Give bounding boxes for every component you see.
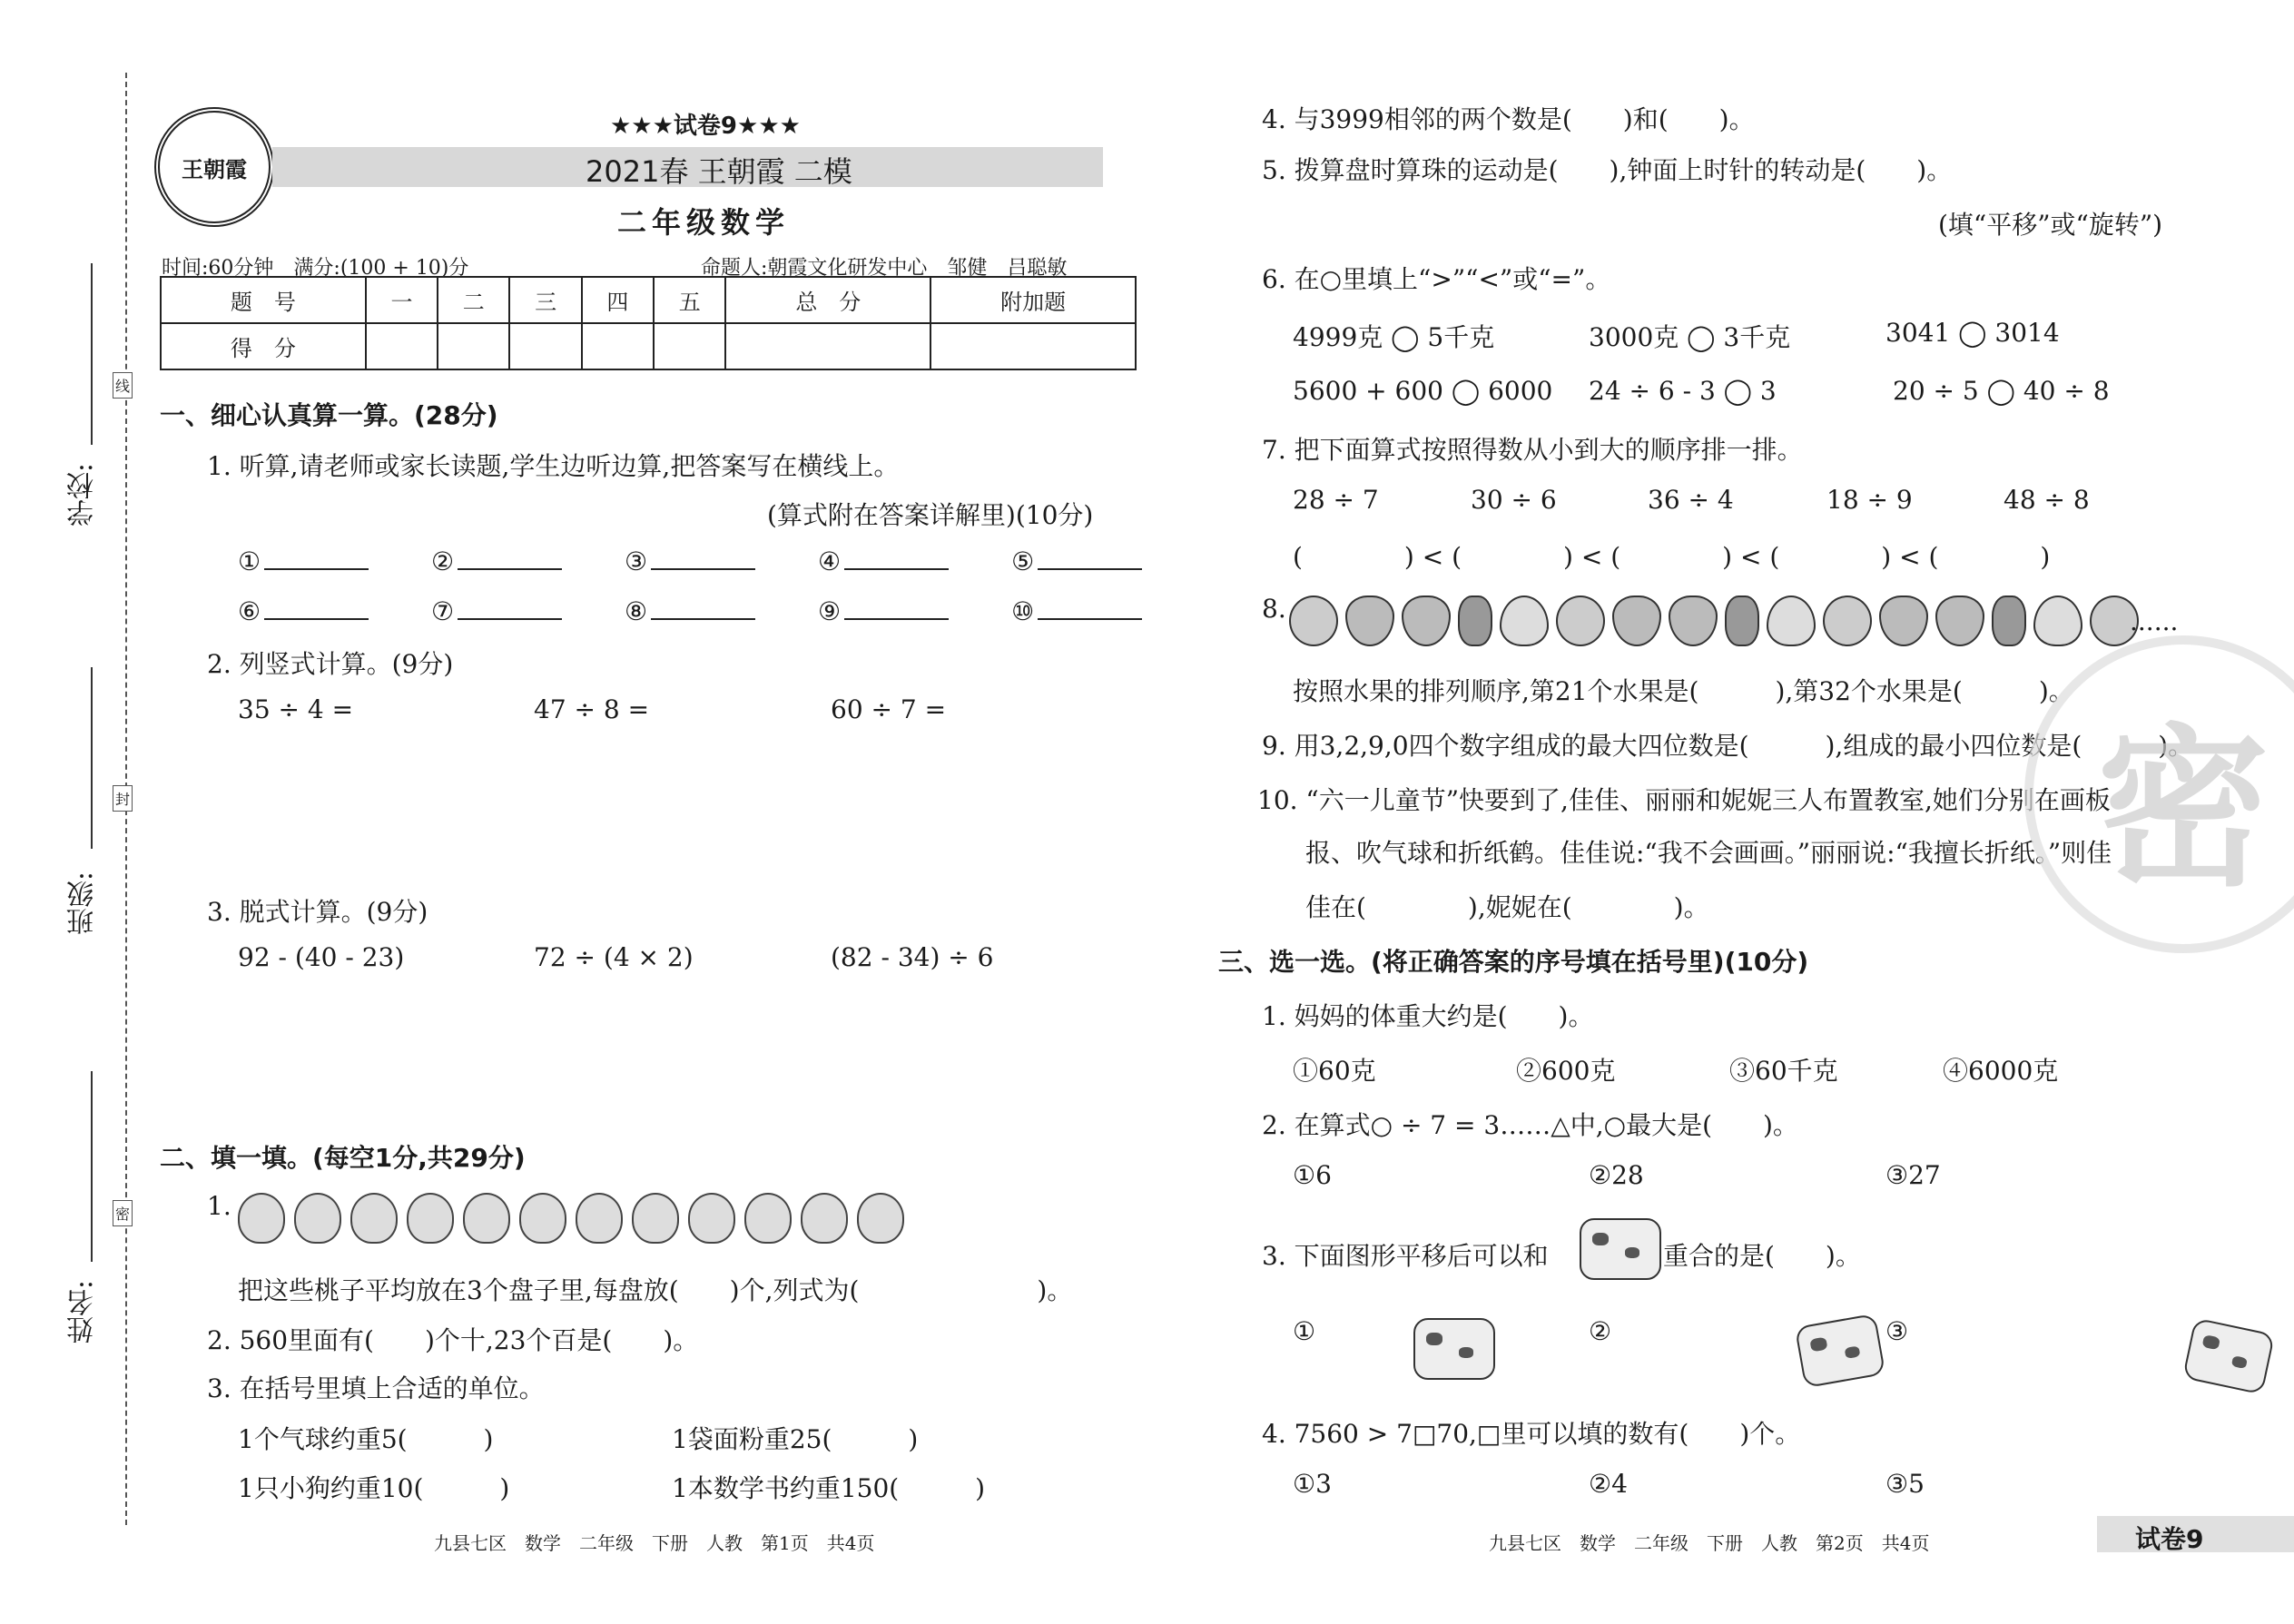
s1-q2-item: 60 ÷ 7 = (831, 694, 947, 724)
s3-q4-opt[interactable]: ①3 (1293, 1469, 1332, 1499)
peach-icon (801, 1193, 848, 1244)
s1-blank-row-1 (238, 545, 1142, 576)
class-line (91, 667, 93, 849)
pear-icon (1500, 595, 1549, 646)
strawberry-icon (1935, 595, 1984, 646)
s3-q2-opt[interactable]: ②28 (1589, 1160, 1644, 1190)
s3-q1-opt[interactable]: ①60克 (1293, 1056, 1376, 1086)
score-cell[interactable] (582, 323, 654, 369)
footer-right: 九县七区 数学 二年级 下册 人教 第2页 共4页 (1489, 1532, 1930, 1554)
section-2-title: 二、填一填。(每空1分,共29分) (160, 1143, 526, 1173)
blank-num: ③ (625, 546, 648, 576)
peach-icon (238, 1193, 285, 1244)
blank-num: ④ (818, 546, 842, 576)
s3-q1-opt[interactable]: ③60千克 (1729, 1056, 1838, 1086)
pineapple-icon (1725, 595, 1759, 646)
score-cell[interactable] (725, 323, 930, 369)
s2-q7: 7. 把下面算式按照得数从小到大的顺序排一排。 (1262, 435, 1803, 465)
s2-q7-order: ( ) < ( ) < ( ) < ( ) < ( ) (1293, 542, 2051, 572)
s2-q2: 2. 560里面有( )个十,23个百是( )。 (207, 1325, 699, 1355)
s2-q7-item: 36 ÷ 4 (1648, 485, 1734, 515)
s2-q9: 9. 用3,2,9,0四个数字组成的最大四位数是( ),组成的最小四位数是( )。 (1262, 731, 2194, 761)
peach-icon (294, 1193, 341, 1244)
s2-q1-number: 1. (207, 1191, 231, 1221)
peach-icon (407, 1193, 454, 1244)
name-line (91, 1071, 93, 1262)
s2-q7-item: 18 ÷ 9 (1826, 485, 1913, 515)
answer-blank[interactable] (458, 545, 562, 570)
cow-icon (1580, 1218, 1661, 1280)
s3-q2: 2. 在算式○ ÷ 7 = 3……△中,○最大是( )。 (1262, 1110, 1798, 1140)
subject-title: 二年级数学 (617, 205, 791, 240)
s1-q3-item: 72 ÷ (4 × 2) (534, 942, 694, 972)
score-cell[interactable] (509, 323, 581, 369)
seal-mark-xian: 线 (113, 372, 133, 399)
s3-q2-opt[interactable]: ③27 (1885, 1160, 1941, 1190)
s2-q3-item: 1只小狗约重10( ) (238, 1473, 510, 1503)
blank-num: ① (238, 546, 261, 576)
s3-q3-opt-label[interactable]: ③ (1885, 1316, 1909, 1346)
s2-q6-item: 5600 + 600 ◯ 6000 (1293, 376, 1553, 406)
answer-blank[interactable] (844, 595, 949, 620)
answer-blank[interactable] (1038, 545, 1142, 570)
s2-q6-item: 4999克 ◯ 5千克 (1293, 322, 1495, 352)
s2-q5: 5. 拨算盘时算珠的运动是( ),钟面上时针的转动是( )。 (1262, 155, 1953, 185)
s2-q3-item: 1本数学书约重150( ) (672, 1473, 986, 1503)
answer-blank[interactable] (651, 595, 755, 620)
blank-num: ⑨ (818, 596, 842, 626)
s1-q1: 1. 听算,请老师或家长读题,学生边听边算,把答案写在横线上。 (207, 451, 900, 481)
score-header: 三 (509, 277, 581, 323)
apple-icon (1823, 595, 1872, 646)
section-1-title: 一、细心认真算一算。(28分) (160, 400, 498, 430)
s1-q2-item: 35 ÷ 4 = (238, 694, 354, 724)
peach-icon (688, 1193, 735, 1244)
peach-icon (463, 1193, 510, 1244)
s1-blank-row-2 (238, 595, 1142, 626)
answer-blank[interactable] (1038, 595, 1142, 620)
s2-q8-number: 8. (1262, 594, 1286, 624)
blank-num: ⑩ (1011, 596, 1035, 626)
time-info: 时间:60分钟 满分:(100 + 10)分 (162, 257, 469, 280)
cow-icon[interactable] (2182, 1317, 2275, 1394)
answer-blank[interactable] (458, 595, 562, 620)
strawberry-icon (1669, 595, 1718, 646)
blank-num: ⑤ (1011, 546, 1035, 576)
section-3-title: 三、选一选。(将正确答案的序号填在括号里)(10分) (1218, 947, 1809, 977)
author-info: 命题人:朝霞文化研发中心 邹健 吕聪敏 (701, 257, 1068, 280)
s3-q4: 4. 7560 > 7□70,□里可以填的数有( )个。 (1262, 1419, 1801, 1449)
answer-blank[interactable] (264, 595, 369, 620)
score-header: 题 号 (161, 277, 366, 323)
s2-q3-item: 1个气球约重5( ) (238, 1424, 494, 1454)
pear-icon (1767, 595, 1816, 646)
score-header: 附加题 (930, 277, 1136, 323)
s3-q1-opt[interactable]: ②600克 (1516, 1056, 1616, 1086)
s3-q3-opt-label[interactable]: ① (1293, 1316, 1316, 1346)
s2-q10-line3: 佳在( ),妮妮在( )。 (1305, 892, 1709, 922)
peach-icon (857, 1193, 904, 1244)
logo (154, 107, 274, 227)
s1-q3-item: 92 - (40 - 23) (238, 942, 405, 972)
score-cell[interactable] (366, 323, 438, 369)
s1-q2-item: 47 ÷ 8 = (534, 694, 650, 724)
paper-number: ★★★试卷9★★★ (610, 113, 801, 140)
strawberry-icon (1879, 595, 1928, 646)
s3-q1: 1. 妈妈的体重大约是( )。 (1262, 1001, 1594, 1031)
fruit-ellipsis: ...... (2130, 606, 2179, 636)
pineapple-icon (1458, 595, 1492, 646)
score-row-label: 得 分 (161, 323, 366, 369)
s3-q4-opt[interactable]: ③5 (1885, 1469, 1925, 1499)
s2-q6-item: 24 ÷ 6 - 3 ◯ 3 (1589, 376, 1777, 406)
s3-q3-part2: 重合的是( )。 (1663, 1241, 1861, 1271)
s2-q5-note: (填“平移”或“旋转”) (1938, 210, 2163, 240)
s3-q1-opt[interactable]: ④6000克 (1943, 1056, 2059, 1086)
seal-mark-feng: 封 (113, 785, 133, 812)
class-label: 班级: (67, 871, 99, 936)
apple-icon (1289, 595, 1338, 646)
s2-q3: 3. 在括号里填上合适的单位。 (207, 1373, 545, 1403)
s2-q6-item: 3041 ◯ 3014 (1885, 318, 2060, 348)
blank-num: ⑥ (238, 596, 261, 626)
peach-icon (350, 1193, 398, 1244)
school-label: 学校: (67, 463, 99, 527)
s2-q6: 6. 在○里填上“>”“<”或“=”。 (1262, 264, 1611, 294)
school-line (91, 263, 93, 445)
answer-blank[interactable] (264, 545, 369, 570)
score-header: 总 分 (725, 277, 930, 323)
answer-blank[interactable] (844, 545, 949, 570)
s2-q10-line1: 10. “六一儿童节”快要到了,佳佳、丽丽和妮妮三人布置教室,她们分别在画板 (1257, 785, 2111, 815)
s2-q4: 4. 与3999相邻的两个数是( )和( )。 (1262, 104, 1755, 134)
strawberry-icon (1402, 595, 1451, 646)
s2-q7-item: 28 ÷ 7 (1293, 485, 1379, 515)
s3-q2-opt[interactable]: ①6 (1293, 1160, 1332, 1190)
peach-row (238, 1193, 913, 1247)
pineapple-icon (1992, 595, 2026, 646)
peach-icon (632, 1193, 679, 1244)
s2-q7-item: 30 ÷ 6 (1471, 485, 1557, 515)
s3-q4-opt[interactable]: ②4 (1589, 1469, 1628, 1499)
score-header: 五 (654, 277, 725, 323)
peach-icon (576, 1193, 623, 1244)
apple-icon (1556, 595, 1605, 646)
score-cell[interactable] (654, 323, 725, 369)
s1-q3: 3. 脱式计算。(9分) (207, 897, 428, 927)
fruit-row (1289, 595, 2146, 646)
seal-mark-mi: 密 (113, 1200, 133, 1226)
s1-q1-note: (算式附在答案详解里)(10分) (767, 500, 1094, 530)
score-header: 四 (582, 277, 654, 323)
s3-q3-opt-label[interactable]: ② (1589, 1316, 1612, 1346)
s2-q1: 把这些桃子平均放在3个盘子里,每盘放( )个,列式为( )。 (238, 1275, 1073, 1305)
s2-q8: 按照水果的排列顺序,第21个水果是( ),第32个水果是( )。 (1293, 676, 2074, 706)
peach-icon (744, 1193, 792, 1244)
pear-icon (2033, 595, 2082, 646)
logo-text: 王朝霞 (182, 156, 247, 182)
score-header: 一 (366, 277, 438, 323)
strawberry-icon (1345, 595, 1394, 646)
answer-blank[interactable] (651, 545, 755, 570)
s2-q10-line2: 报、吹气球和折纸鹤。佳佳说:“我不会画画。”丽丽说:“我擅长折纸。”则佳 (1305, 838, 2112, 868)
footer-tag: 试卷9 (2135, 1524, 2204, 1554)
s2-q6-item: 20 ÷ 5 ◯ 40 ÷ 8 (1893, 376, 2110, 406)
s1-q2: 2. 列竖式计算。(9分) (207, 649, 454, 679)
peach-icon (519, 1193, 566, 1244)
strawberry-icon (1612, 595, 1661, 646)
blank-num: ⑦ (431, 596, 455, 626)
s2-q3-item: 1袋面粉重25( ) (672, 1424, 919, 1454)
score-table (160, 276, 1137, 370)
cow-icon[interactable] (1413, 1318, 1495, 1380)
name-label: 姓名: (67, 1280, 99, 1344)
stamp-text: 密 (2096, 708, 2269, 910)
cow-icon[interactable] (1795, 1314, 1885, 1389)
blank-num: ② (431, 546, 455, 576)
score-cell[interactable] (438, 323, 509, 369)
s1-q3-item: (82 - 34) ÷ 6 (831, 942, 994, 972)
s3-q3-part1: 3. 下面图形平移后可以和 (1262, 1241, 1549, 1271)
score-header: 二 (438, 277, 509, 323)
page-title: 2021春 王朝霞 二模 (586, 154, 852, 189)
score-cell[interactable] (930, 323, 1136, 369)
s2-q6-item: 3000克 ◯ 3千克 (1589, 322, 1791, 352)
s2-q7-item: 48 ÷ 8 (2004, 485, 2090, 515)
footer-left: 九县七区 数学 二年级 下册 人教 第1页 共4页 (434, 1532, 875, 1554)
blank-num: ⑧ (625, 596, 648, 626)
